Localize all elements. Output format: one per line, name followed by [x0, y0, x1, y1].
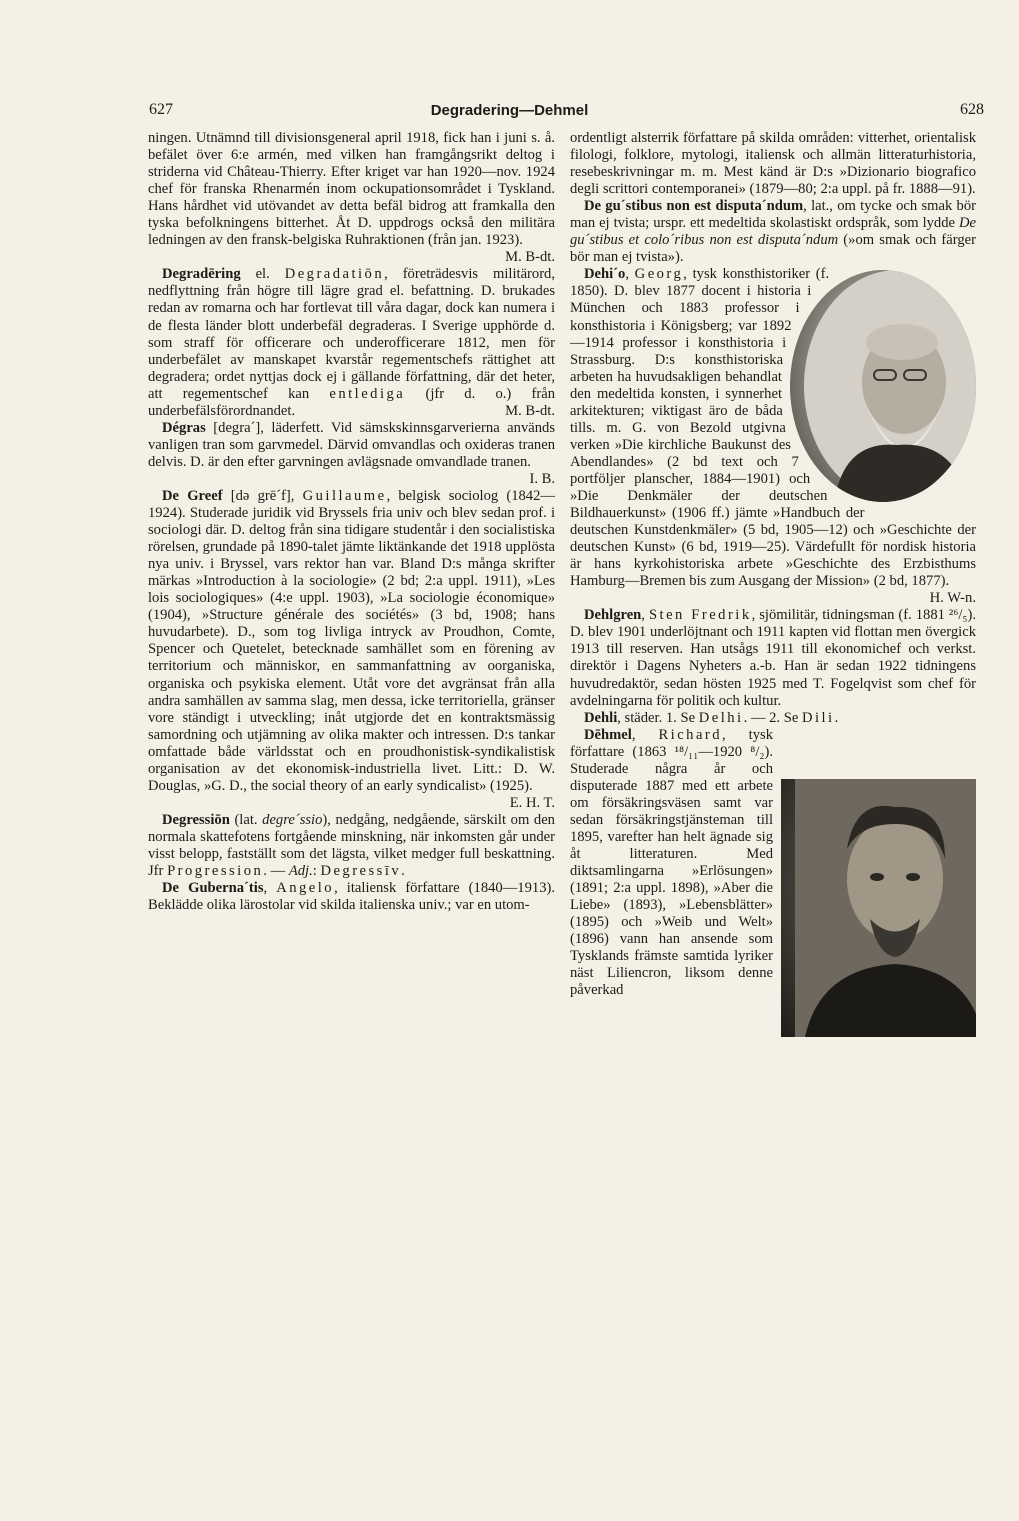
spaced-term: Sten Fredrik [648, 607, 752, 624]
spaced-term: Dili [801, 709, 835, 726]
entry-text: . — 2. Se [743, 709, 802, 726]
entry-text: , [263, 880, 277, 897]
author-signature: E. H. T. [509, 794, 555, 811]
entry-text: . — [263, 863, 289, 880]
entry-degradering [148, 266, 555, 419]
page-number-left: 627 [149, 101, 173, 118]
entry-de-gubernatis [148, 880, 555, 914]
headword: Dēhmel [584, 726, 632, 743]
entry-text: [degra´], läderfett. Vid sämskskinnsgarverierna används vanligen tran som garvmedel. Därvid omvandlas och oxideras tranen delvis. D. är den efter garvningen avlägsnade omvandlade tranen. [148, 419, 555, 470]
entry-text: , tysk konsthistoriker (f. 1850). D. blev 1877 docent i historia i München och 1883 professor i konsthistoria i Königsberg; var 1892—1914 professor i konsthistoria i Strassburg. D:s konsthistoriska arbeten ha huvudsakligen behandlat den medeltida konsten, i synnerhet arkitekturen; viktigast äro de båda tills. m. G. von Bezold utgivna verken »Die kirchliche Baukunst des Abendlandes» (2 bd text och 7 portföljer planscher, 1884—1901) och »Die Denkmäler der deutschen Bildhauerkunst» (1906 ff.) jämte »Handbuch der deutschen Kunstdenkmäler» (5 bd, 1905—12) och »Geschichte der deutschen Kunst» (6 bd, 1919—25). Värdefullt för nordisk historia är hans kyrkohistoriska arbete »Geschichte des Erzbisthums Hamburg—Bremen bis zum Ausgang der Mission» (2 bd, 1877). [570, 266, 976, 590]
entry-text: ordentligt alsterrik författare på skilda områden: vitterhet, orientalisk filologi, folklore, mytologi, italiensk och allmän litteraturhistoria, resebeskrivningar m. m. Mest känd är D:s »Dizionario biografico degli scrittori contemporanei» (1879—80; 2:a uppl. på fr. 1888—91). [570, 130, 976, 198]
entry-text: . [401, 863, 405, 880]
entry-dehmel [570, 727, 976, 1000]
entry-dehli [570, 710, 976, 727]
spaced-term: Delhi [698, 709, 744, 726]
headword: Dehi´o [584, 266, 626, 283]
headword: De gu´stibus non est disputa´ndum [584, 198, 804, 215]
entry-text: , [625, 266, 635, 283]
headword: De Greef [162, 487, 223, 504]
spaced-term: Progression [167, 863, 264, 880]
entry-text: , [631, 726, 659, 743]
portrait-photo-icon [781, 779, 976, 1037]
entry-text: ningen. Utnämnd till divisionsgeneral april 1918, fick han i juni s. å. befälet över 6:e armén, med vilken han framgångsrikt deltog i striderna vid Château-Thierry. Efter kriget var han 1920—nov. 1924 chef för franska Rhenarmén inom ockupationsområdet i Tyskland. Hans hårdhet vid utövandet av detta befäl bidrog att framkalla den tyska befolkningens bitterhet. Åt D. uppdrogs också den militära ledningen av den fransk-belgiska Ruhraktionen (från jan. 1923). [148, 130, 555, 249]
entry-text: , [641, 607, 649, 624]
entry-text: , italiensk författare (1840—1913). Beklädde olika lärostolar vid skilda italienska univ.; var en utom- [148, 880, 555, 914]
entry-text: (»om smak och färger bör man ej tvista»). [570, 232, 976, 266]
spaced-term: Angelo [276, 880, 335, 897]
entry-de-gustibus [570, 198, 976, 266]
headword: Dégras [162, 419, 206, 436]
entry-text: el. [240, 266, 285, 283]
author-signature: I. B. [529, 470, 555, 487]
spaced-term: Degressīv [320, 863, 402, 880]
headword: De Guberna´tis [162, 880, 264, 897]
running-header: Degradering—Dehmel [430, 102, 589, 119]
author-signature: H. W-n. [929, 590, 976, 607]
entry-dehlgren [570, 607, 976, 709]
entry-text: ), nedgång, nedgående, särskilt om den normala skattefotens fortgående minskning, när inkomsten går under visst belopp, fastställt som det lägsta, vilket medger full beskattning. Jfr [148, 811, 555, 880]
entry-text: , sjömilitär, tidningsman (f. 1881 ²⁶/₅). D. blev 1901 underlöjtnant och 1911 kapten vid flottan men övergick 1913 till reserven. Han utsågs 1911 till ekonomichef och verkst. direktör i Dagens Nyheters a.-b. Han är sedan 1922 tidningens huvudredaktör, sedan hösten 1925 med T. Fogelqvist som chef för avdelningarna för politik och kultur. [570, 607, 977, 709]
author-signature: M. B-dt. [505, 402, 555, 419]
entry-text: (jfr d. o.) från underbefälsförordnandet. [148, 385, 555, 419]
entry-text: , lat., om tycke och smak bör man ej tvista; urspr. ett medeltida skolastiskt ordspråk, som lydde [570, 198, 976, 232]
spaced-term: Degradatiōn [284, 266, 385, 283]
spaced-term: Georg [634, 266, 684, 283]
headword: Degradēring [162, 266, 241, 283]
page-number-right: 628 [960, 101, 984, 118]
author-signature: M. B-dt. [505, 249, 555, 266]
entry-text: (lat. [229, 811, 263, 828]
entry-continuation [148, 130, 555, 266]
entry-de-greef [148, 487, 555, 811]
entry-degression [148, 812, 555, 880]
left-column [148, 130, 555, 914]
spaced-term: Guillaume [302, 487, 387, 504]
headword: Degressiōn [162, 811, 230, 828]
portrait-photo-icon [790, 270, 976, 502]
entry-text: [də grē´f], [222, 487, 303, 504]
entry-text: , företrädesvis militärord, nedflyttning från högre till lägre grad el. befattning. D. brukades redan av romarna och har fortlevat till våra dagar, dock kan numera i de flesta länder blott underbefäl degraderas. I Sverige upphörde d. som straff för officerare och underofficerare 1812, men för underbefälet av manskapet kvarstår regementschefs rättighet att degradera; ordet nyttjas dock ej i gällande författning, där det heter, att regementschef kan [148, 266, 556, 402]
spaced-term: Richard [658, 726, 723, 743]
entry-continuation [570, 130, 976, 198]
entry-text: . [834, 709, 839, 726]
italic-term: De gu´stibus et colo´ribus non est disputa´ndum [570, 215, 976, 249]
headword: Dehli [584, 709, 618, 726]
spaced-term: entlediga [329, 385, 406, 402]
dehmel-portrait-image [795, 779, 976, 1037]
headword: Dehlgren [584, 607, 642, 624]
italic-term: degre´ssio [262, 811, 323, 828]
entry-text: , städer. 1. Se [617, 709, 699, 726]
italic-term: Adj. [288, 863, 313, 880]
entry-text: , tysk författare (1863 ¹⁸/₁₁—1920 ⁸/₂). Studerade några år och disputerade 1887 med ett arbete om försäkringsväsen samt var sedan försäkringstjänsteman till 1895, varefter han helt ägnade sig åt litteraturen. Med diktsamlingarna »Erlösungen» (1891; 2:a uppl. 1898), »Aber die Liebe» (1893), »Lebensblätter» (1895) och »Weib und Welt» (1896) vann han ansende som Tysklands främste samtida lyriker näst Liliencron, liksom denne påverkad [570, 726, 774, 999]
entry-text: , belgisk sociolog (1842—1924). Studerade juridik vid Bryssels fria univ och blev sedan prof. i sociologi där. D. deltog från sina tidigare studentår i den socialistiska rörelsen, grundade på 1890-talet jämte liktänkande det 1918 upplösta nya univ. i Bryssel, vars rektor han var. Bland D:s många skrifter märkas »Introduction à la sociologie» (2 bd; 2:a uppl. 1911), »Les lois sociologiques» (4:e uppl. 1903), »La sociologie économique» (1904), »Structure générale des sociétés» (3 bd, 1908; hans huvudarbete). D., som tog livliga intryck av Proudhon, Comte, Spencer och Quetelet, betecknade samhället som en förening av territorium och människor, en sammanfattning av oorganiska, organiska och psykiska element. Utåt vore det avgränsat från alla andra samhällen av samma slag, men dessa, icke territoriella, gränser vore ständigt i utveckling; inåt utgjorde det en kontraktsmässig samordning och utjämning av olika makter och intressen. D:s tankar omfattade både världsstat och en proudhonistisk-syndikalistisk organisation av det ekonomisk-industriella livet. Litt.: D. W. Douglas, »G. D., the social theory of an early syndicalist» (1925). [148, 487, 555, 794]
dehio-portrait-image [804, 270, 976, 502]
entry-degras [148, 419, 555, 487]
entry-dehio [570, 266, 976, 607]
right-column [570, 130, 976, 1041]
entry-text: : [312, 863, 321, 880]
